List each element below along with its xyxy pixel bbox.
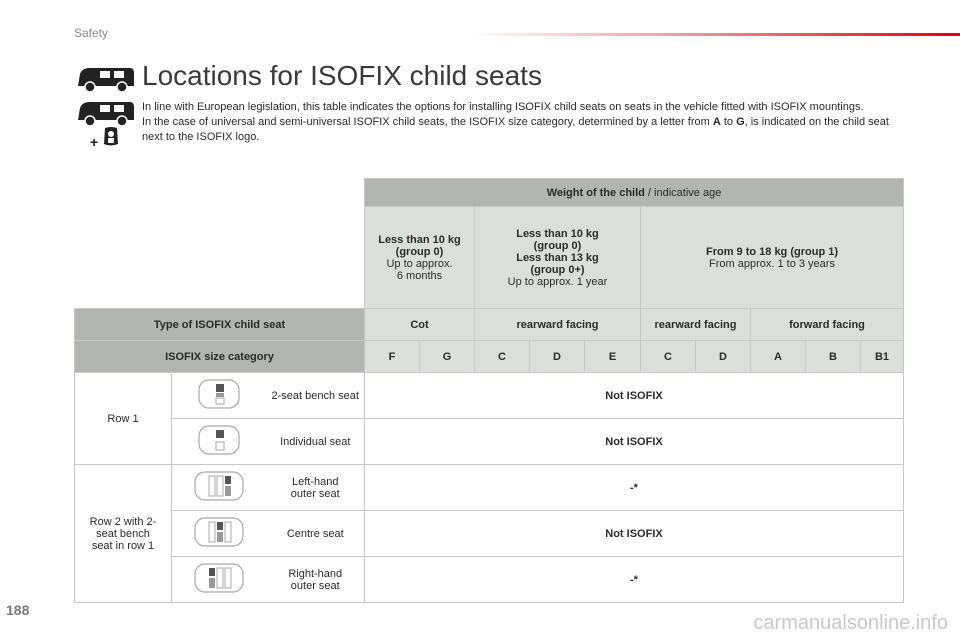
van-icon-2 bbox=[74, 98, 138, 128]
group-0-cot-header: Less than 10 kg (group 0) Up to approx. 6 months bbox=[365, 207, 475, 309]
seat-layout-icon bbox=[172, 419, 267, 465]
size-cell: D bbox=[530, 341, 585, 373]
group-0-plus-header: Less than 10 kg (group 0) Less than 13 kg (group 0+) Up to approx. 1 year bbox=[475, 207, 641, 309]
row-1-label: Row 1 bbox=[75, 373, 172, 465]
size-cell: B1 bbox=[861, 341, 904, 373]
size-cell: C bbox=[475, 341, 530, 373]
isofix-value: Not ISOFIX bbox=[365, 419, 904, 465]
size-cell: B bbox=[806, 341, 861, 373]
size-cell: E bbox=[585, 341, 641, 373]
seat-name: 2-seat bench seat bbox=[267, 373, 365, 419]
seat-name: Centre seat bbox=[267, 511, 365, 557]
isofix-value: -* bbox=[365, 465, 904, 511]
intro-paragraph-1: In line with European legislation, this table indicates the options for installing ISOFIX child seats on seats in the vehicle fitted with ISOFIX mountings. bbox=[142, 101, 864, 113]
intro-text bbox=[142, 100, 892, 145]
size-cell: D bbox=[696, 341, 751, 373]
size-label: ISOFIX size category bbox=[75, 341, 365, 373]
seat-name: Individual seat bbox=[267, 419, 365, 465]
isofix-child-seat-icon bbox=[101, 126, 121, 153]
page-title: Locations for ISOFIX child seats bbox=[142, 60, 542, 91]
watermark: carmanualsonline.info bbox=[753, 612, 948, 634]
page-number: 188 bbox=[6, 602, 30, 618]
type-forward: forward facing bbox=[751, 309, 904, 341]
type-cot: Cot bbox=[365, 309, 475, 341]
seat-name: Left-hand outer seat bbox=[267, 465, 365, 511]
accent-bar bbox=[470, 33, 960, 36]
size-cell: F bbox=[365, 341, 420, 373]
isofix-table bbox=[74, 178, 904, 603]
type-rearward-1: rearward facing bbox=[475, 309, 641, 341]
plus-icon: + bbox=[90, 134, 99, 150]
section-title: Safety bbox=[74, 26, 109, 40]
type-rearward-2: rearward facing bbox=[641, 309, 751, 341]
size-cell: A bbox=[751, 341, 806, 373]
type-label: Type of ISOFIX child seat bbox=[75, 309, 365, 341]
size-cell: G bbox=[420, 341, 475, 373]
isofix-value: Not ISOFIX bbox=[365, 511, 904, 557]
seat-layout-icon bbox=[172, 465, 267, 511]
intro-paragraph-2: In the case of universal and semi-universal ISOFIX child seats, the ISOFIX size category, determined by a letter from A to G, is indicated on the child seat next to the ISOFIX logo. bbox=[142, 116, 889, 143]
isofix-value: -* bbox=[365, 557, 904, 603]
weight-header: Weight of the child / indicative age bbox=[365, 179, 904, 207]
seat-layout-icon bbox=[172, 373, 267, 419]
isofix-value: Not ISOFIX bbox=[365, 373, 904, 419]
seat-layout-icon bbox=[172, 557, 267, 603]
van-icon bbox=[74, 64, 138, 94]
size-cell: C bbox=[641, 341, 696, 373]
seat-name: Right-hand outer seat bbox=[267, 557, 365, 603]
group-1-header: From 9 to 18 kg (group 1) From approx. 1 to 3 years bbox=[641, 207, 904, 309]
seat-layout-icon bbox=[172, 511, 267, 557]
row-2-label: Row 2 with 2-seat bench seat in row 1 bbox=[75, 465, 172, 603]
